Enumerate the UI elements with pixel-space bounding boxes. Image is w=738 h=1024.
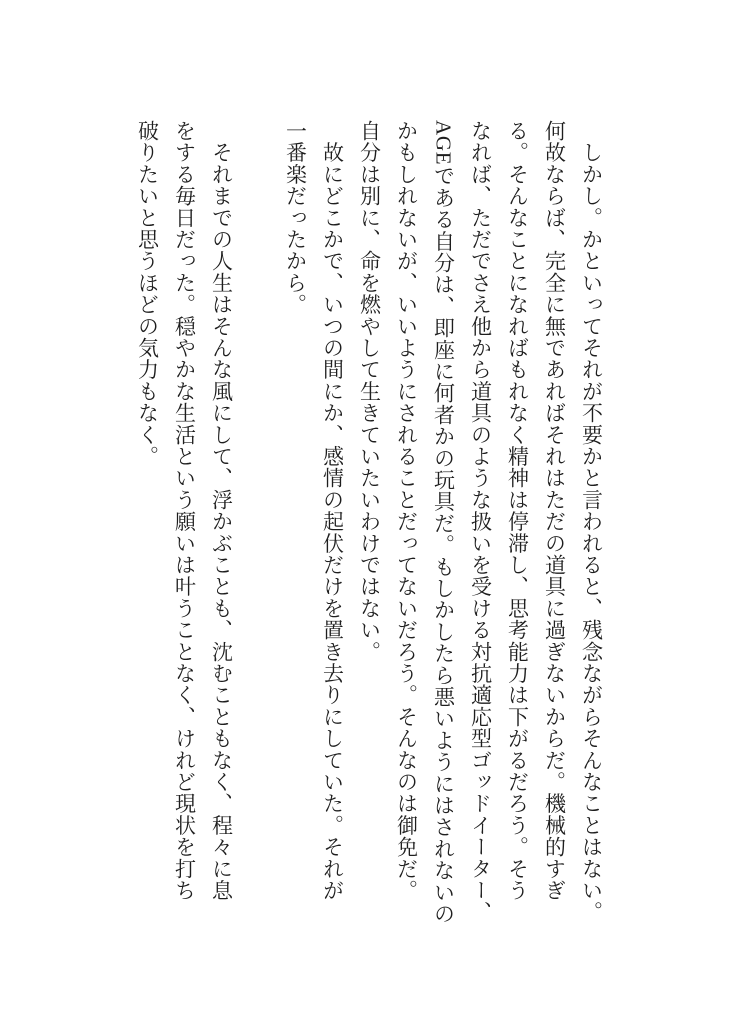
text-line: 故にどこかで、いつの間にか、感情の起伏だけを置き去りにしていた。それが <box>320 120 345 902</box>
text-line: 何故ならば、完全に無であればそれはただの道具に過ぎないからだ。機械的すぎ <box>542 120 567 902</box>
text-line <box>240 120 277 938</box>
text-line: 自分は別に、命を燃やして生きていたいわけではない。 <box>357 120 382 663</box>
text-line: しかし。かといってそれが不要かと言われると、残念ながらそんなことはない。 <box>579 120 604 923</box>
novel-text-block <box>129 120 610 938</box>
text-line: 一番楽だったから。 <box>283 120 308 316</box>
text-line: それまでの人生はそんな風にして、浮かぶことも、沈むこともなく、程々に息 <box>209 120 234 902</box>
text-line: る。そんなことになればもれなく精神は停滞し、思考能力は下がるだろう。そう <box>505 120 530 902</box>
text-line: かもしれないが、いいようにされることだってないだろう。そんなのは御免だ。 <box>394 120 419 902</box>
text-line: をする毎日だった。穏やかな生活という願いは叶うことなく、けれど現状を打ち <box>172 120 197 902</box>
text-line: なれば、ただでさえ他から道具のような扱いを受ける対抗適応型ゴッドイーター、 <box>468 120 493 923</box>
text-line: AGEである自分は、即座に何者かの玩具だ。もしかしたら悪いようにはされないの <box>431 120 456 925</box>
text-line: 破りたいと思うほどの気力もなく。 <box>135 120 160 468</box>
